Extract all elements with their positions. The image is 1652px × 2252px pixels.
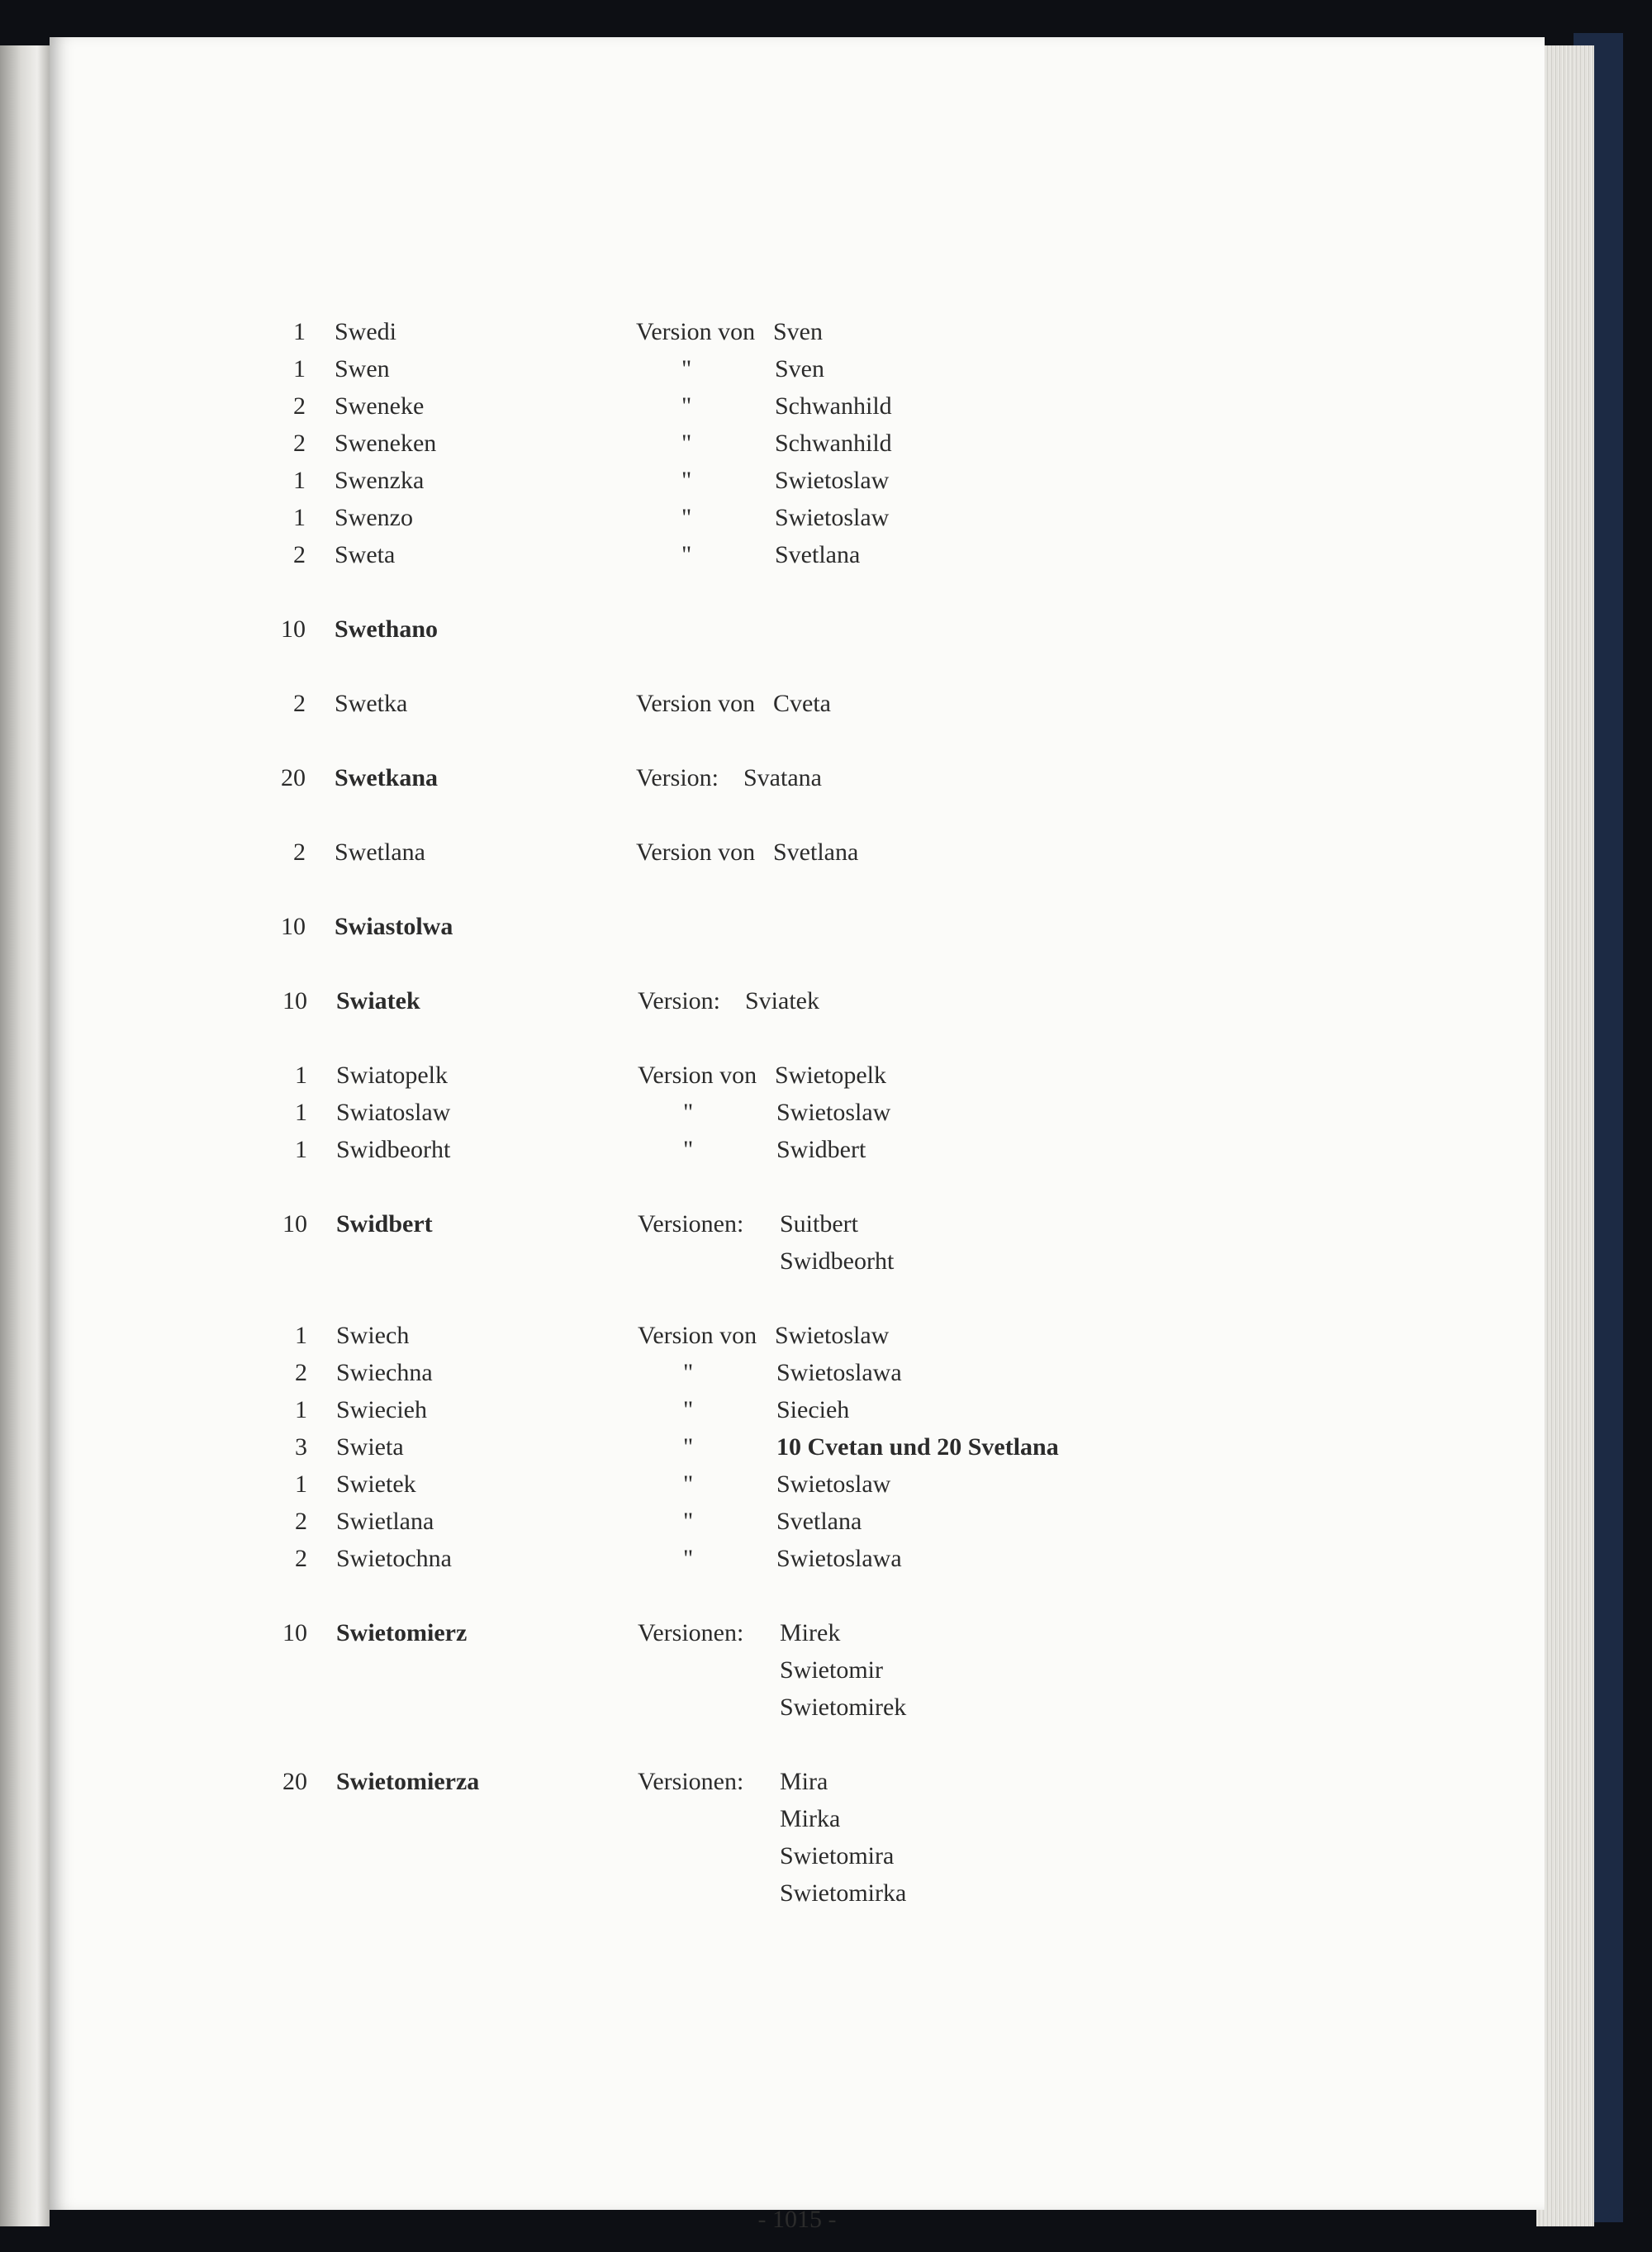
entry-count: 2 — [293, 430, 306, 457]
entry-name: Swietomierza — [336, 1768, 480, 1795]
entry-name: Swethano — [335, 615, 439, 643]
entry-count: 3 — [295, 1433, 307, 1461]
list-item — [50, 1805, 1545, 1841]
list-item — [50, 541, 1545, 577]
entry-name: Swietek — [336, 1470, 416, 1498]
entry-name: Swedi — [335, 318, 396, 345]
entry-name: Swetka — [335, 690, 408, 717]
entry-count: 1 — [293, 504, 306, 531]
page-edges — [1536, 45, 1594, 2226]
entry-count: 10 — [281, 615, 306, 643]
entry-count: 10 — [282, 1619, 307, 1646]
entry-count: 1 — [295, 1470, 307, 1498]
ditto-mark: " — [683, 1136, 694, 1163]
entry-value: Swidbert — [776, 1136, 866, 1163]
entry-value: Swietomirek — [780, 1694, 907, 1721]
list-item — [50, 1322, 1545, 1358]
list-item — [50, 764, 1545, 801]
entry-value: Sven — [773, 318, 823, 345]
ditto-mark: " — [683, 1508, 694, 1535]
entry-count: 1 — [293, 467, 306, 494]
entry-value: Swietomirka — [780, 1879, 907, 1907]
entry-name: Swieta — [336, 1433, 404, 1461]
ditto-mark: " — [683, 1433, 694, 1461]
entry-value: Suitbert — [780, 1210, 858, 1238]
entry-value: Swietomir — [780, 1656, 883, 1684]
left-page-edge — [0, 45, 50, 2226]
entry-value: Mira — [780, 1768, 828, 1795]
list-item — [50, 1210, 1545, 1247]
list-item — [50, 1136, 1545, 1172]
entry-value: Svatana — [743, 764, 822, 791]
entry-count: 2 — [293, 541, 306, 568]
entry-name: Sweta — [335, 541, 396, 568]
entry-count: 2 — [293, 839, 306, 866]
list-item — [50, 504, 1545, 540]
entry-value: Swietoslaw — [776, 1099, 891, 1126]
list-item — [50, 1694, 1545, 1730]
entry-count: 10 — [282, 1210, 307, 1238]
ditto-mark: " — [683, 1545, 694, 1572]
entry-count: 20 — [281, 764, 306, 791]
list-item — [50, 1062, 1545, 1098]
book-page — [50, 37, 1545, 2233]
entry-name: Swiecieh — [336, 1396, 427, 1423]
list-item — [50, 392, 1545, 429]
entry-label: Version von — [636, 690, 756, 717]
entry-label: Version von — [636, 839, 756, 866]
entry-value: Sviatek — [745, 987, 819, 1014]
entry-label: Version: — [636, 764, 719, 791]
ditto-mark: " — [681, 355, 692, 382]
entry-count: 2 — [293, 392, 306, 420]
entry-value: Cveta — [773, 690, 831, 717]
ditto-mark: " — [681, 541, 692, 568]
list-item — [50, 318, 1545, 354]
entry-value: Swidbeorht — [780, 1247, 895, 1275]
list-item — [50, 430, 1545, 466]
entry-count: 1 — [295, 1136, 307, 1163]
list-item — [50, 615, 1545, 652]
entry-value: Swietomira — [780, 1842, 895, 1870]
entry-value: Schwanhild — [775, 392, 892, 420]
entry-name: Sweneken — [335, 430, 437, 457]
ditto-mark: " — [681, 504, 692, 531]
list-item — [50, 1099, 1545, 1135]
entry-name: Swidbeorht — [336, 1136, 451, 1163]
entry-value: Mirek — [780, 1619, 841, 1646]
list-item — [50, 1545, 1545, 1581]
entry-label: Version von — [638, 1062, 757, 1089]
entry-count: 1 — [293, 318, 306, 345]
list-item — [50, 1656, 1545, 1693]
entry-label: Version von — [638, 1322, 757, 1349]
entry-value: Schwanhild — [775, 430, 892, 457]
entry-count: 2 — [295, 1545, 307, 1572]
list-item — [50, 1842, 1545, 1879]
entry-value: Swietoslaw — [776, 1470, 891, 1498]
entry-value: Swietoslaw — [775, 504, 890, 531]
entry-name: Swiatopelk — [336, 1062, 448, 1089]
entry-count: 10 — [281, 913, 306, 940]
entry-value: Svetlana — [773, 839, 859, 866]
entry-count: 1 — [295, 1322, 307, 1349]
entry-name: Sweneke — [335, 392, 425, 420]
list-item — [50, 1359, 1545, 1395]
entry-count: 20 — [282, 1768, 307, 1795]
entry-label: Version: — [638, 987, 720, 1014]
list-item — [50, 1433, 1545, 1470]
list-item — [50, 1619, 1545, 1656]
entry-name: Swetlana — [335, 839, 425, 866]
entry-name: Swiastolwa — [335, 913, 453, 940]
ditto-mark: " — [683, 1396, 694, 1423]
entry-value: Mirka — [780, 1805, 841, 1832]
entry-label: Versionen: — [638, 1768, 744, 1795]
entry-value: Siecieh — [776, 1396, 850, 1423]
entry-label: Versionen: — [638, 1619, 744, 1646]
list-item — [50, 467, 1545, 503]
ditto-mark: " — [681, 430, 692, 457]
list-item — [50, 1470, 1545, 1507]
entry-count: 1 — [295, 1062, 307, 1089]
entry-value: Svetlana — [775, 541, 861, 568]
list-item — [50, 913, 1545, 949]
entry-name: Swetkana — [335, 764, 439, 791]
entry-label: Version von — [636, 318, 756, 345]
entry-name: Swiatoslaw — [336, 1099, 451, 1126]
list-item — [50, 690, 1545, 726]
page-number: - 1015 - — [757, 2206, 837, 2233]
entry-name: Swen — [335, 355, 390, 382]
list-item — [50, 1508, 1545, 1544]
list-item — [50, 987, 1545, 1024]
entry-count: 2 — [295, 1359, 307, 1386]
ditto-mark: " — [683, 1470, 694, 1498]
entry-value: Swietoslawa — [776, 1545, 902, 1572]
entry-value: Svetlana — [776, 1508, 862, 1535]
list-item — [50, 1768, 1545, 1804]
list-item — [50, 355, 1545, 392]
entry-name: Swiechna — [336, 1359, 433, 1386]
entry-label: Versionen: — [638, 1210, 744, 1238]
entry-name: Swietlana — [336, 1508, 434, 1535]
entry-value: Sven — [775, 355, 824, 382]
entry-value: Swietoslawa — [776, 1359, 902, 1386]
ditto-mark: " — [681, 392, 692, 420]
entry-name: Swietomierz — [336, 1619, 468, 1646]
entry-value: 10 Cvetan und 20 Svetlana — [776, 1433, 1059, 1461]
entry-name: Swiatek — [336, 987, 420, 1014]
list-item — [50, 839, 1545, 875]
ditto-mark: " — [683, 1359, 694, 1386]
list-item — [50, 1396, 1545, 1432]
list-item — [50, 1879, 1545, 1916]
ditto-mark: " — [683, 1099, 694, 1126]
entry-count: 1 — [295, 1396, 307, 1423]
entry-name: Swidbert — [336, 1210, 433, 1238]
entry-count: 1 — [295, 1099, 307, 1126]
entry-count: 2 — [293, 690, 306, 717]
entry-name: Swenzka — [335, 467, 425, 494]
entry-name: Swietochna — [336, 1545, 452, 1572]
entry-name: Swiech — [336, 1322, 410, 1349]
list-item — [50, 1247, 1545, 1284]
entry-name: Swenzo — [335, 504, 413, 531]
entry-value: Swietoslaw — [775, 467, 890, 494]
entry-value: Swietoslaw — [775, 1322, 890, 1349]
entry-count: 10 — [282, 987, 307, 1014]
entry-value: Swietopelk — [775, 1062, 886, 1089]
ditto-mark: " — [681, 467, 692, 494]
entry-count: 1 — [293, 355, 306, 382]
entry-count: 2 — [295, 1508, 307, 1535]
